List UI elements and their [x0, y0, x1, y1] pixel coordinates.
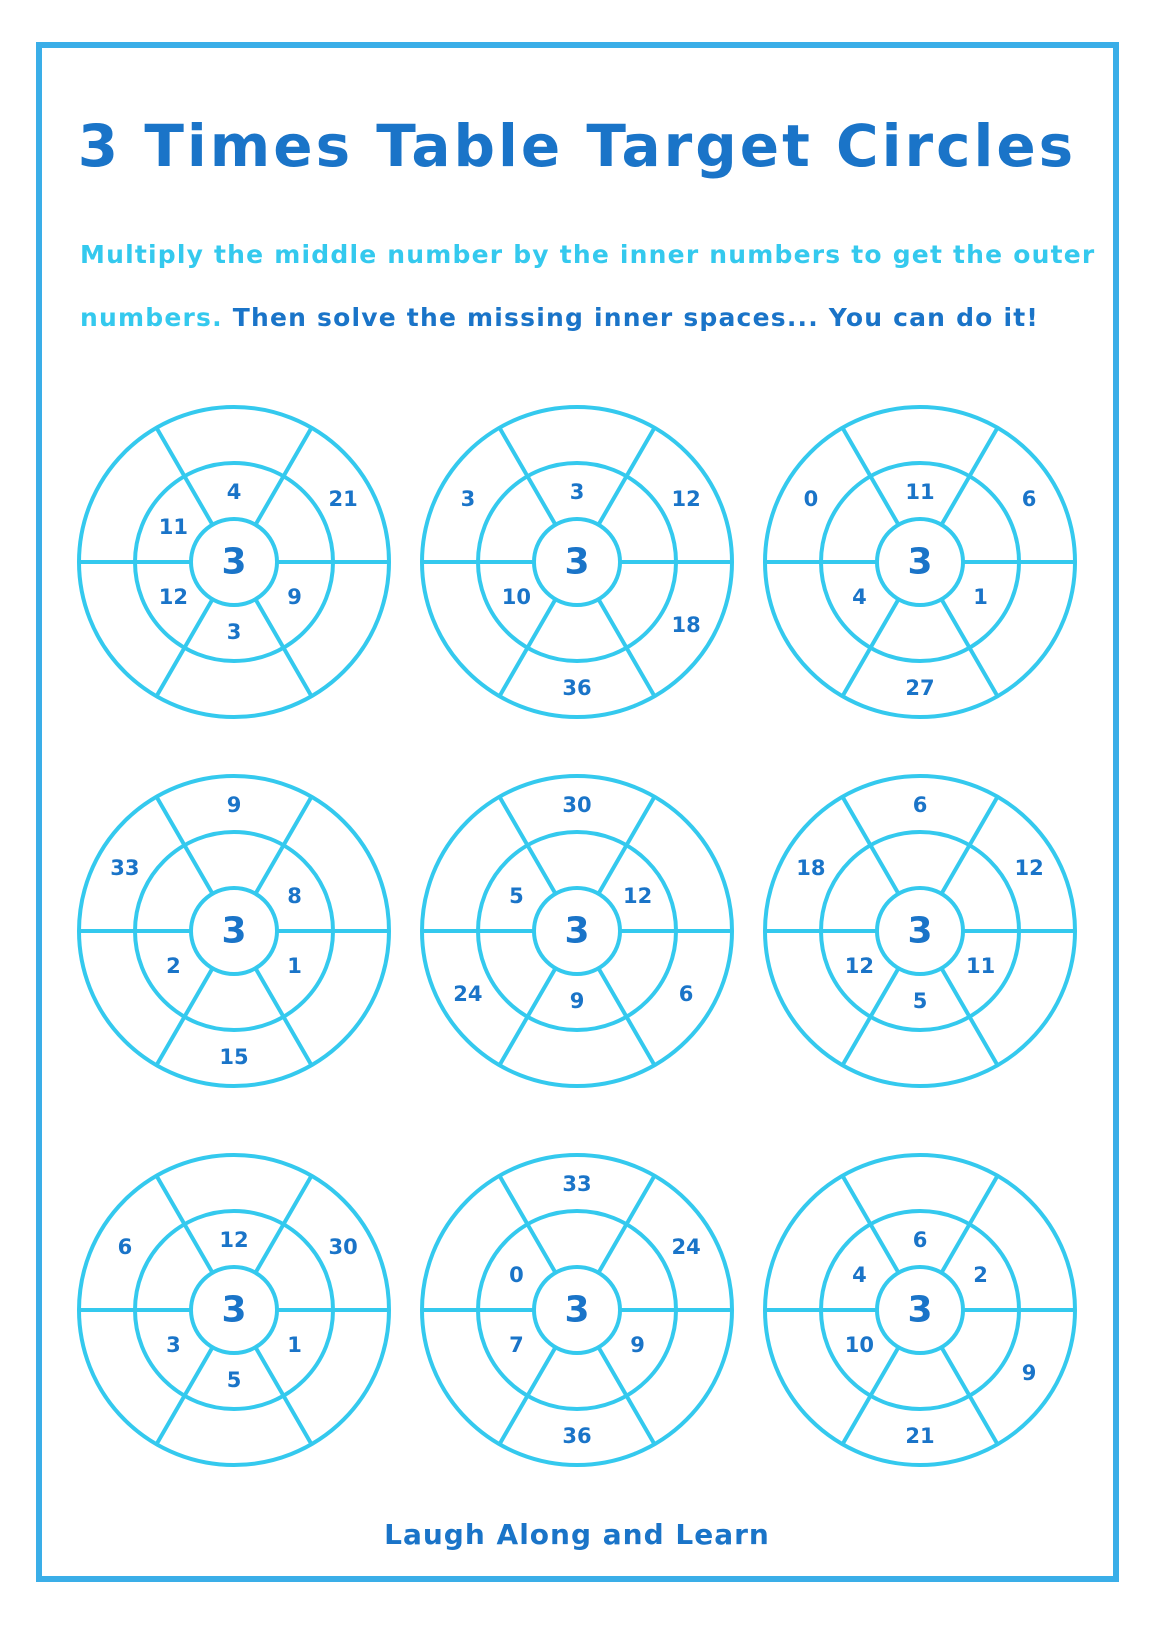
- center-number: 3: [907, 910, 933, 952]
- sector-divider: [942, 797, 998, 894]
- sector-divider: [843, 428, 899, 525]
- outer-number-cell: 27: [905, 676, 935, 700]
- sector-divider: [256, 599, 312, 696]
- outer-number-cell: 30: [328, 1235, 358, 1259]
- instructions-part-2: numbers.: [80, 303, 223, 332]
- inner-number-cell: 12: [219, 1228, 249, 1252]
- outer-number-cell: 0: [803, 487, 819, 511]
- sector-divider: [500, 797, 556, 894]
- inner-number-cell: 12: [844, 954, 874, 978]
- center-number: 3: [564, 541, 590, 583]
- outer-number-cell: 33: [110, 856, 140, 880]
- sector-divider: [599, 428, 655, 525]
- sector-divider: [942, 1347, 998, 1444]
- sector-divider: [157, 797, 213, 894]
- target-circle: [422, 407, 732, 717]
- inner-number-cell: 3: [569, 480, 585, 504]
- outer-number-cell: 18: [796, 856, 826, 880]
- outer-number-cell: 3: [460, 487, 476, 511]
- sector-divider: [942, 968, 998, 1065]
- inner-number-cell: 4: [852, 585, 867, 609]
- sector-divider: [157, 968, 213, 1065]
- inner-number-cell: 1: [287, 1333, 302, 1357]
- inner-number-cell: 4: [226, 480, 242, 504]
- instructions-part-1: Multiply the middle number by the inner numbers to get the outer: [80, 240, 1096, 269]
- outer-number-cell: 24: [453, 982, 483, 1006]
- inner-number-cell: 0: [509, 1263, 524, 1287]
- sector-divider: [843, 968, 899, 1065]
- sector-divider: [599, 599, 655, 696]
- sector-divider: [599, 1176, 655, 1273]
- outer-number-cell: 33: [562, 1172, 592, 1196]
- inner-number-cell: 9: [287, 585, 302, 609]
- instructions-part-3: Then solve the missing inner spaces... You can do it!: [232, 303, 1039, 332]
- sector-divider: [843, 797, 899, 894]
- sector-divider: [942, 1176, 998, 1273]
- sector-divider: [157, 428, 213, 525]
- inner-number-cell: 7: [509, 1333, 524, 1357]
- outer-number-cell: 6: [912, 793, 928, 817]
- inner-number-cell: 1: [287, 954, 302, 978]
- inner-number-cell: 5: [912, 989, 928, 1013]
- worksheet-title: 3 Times Table Target Circles: [77, 112, 1077, 180]
- center-number: 3: [221, 910, 247, 952]
- outer-number-cell: 30: [562, 793, 592, 817]
- inner-number-cell: 11: [966, 954, 996, 978]
- outer-number-cell: 36: [562, 676, 592, 700]
- outer-number-cell: 6: [678, 982, 694, 1006]
- inner-number-cell: 4: [852, 1263, 867, 1287]
- inner-number-cell: 10: [844, 1333, 874, 1357]
- sector-divider: [500, 599, 556, 696]
- target-circle: [79, 1155, 389, 1465]
- outer-number-cell: 9: [1021, 1361, 1037, 1385]
- sector-divider: [256, 797, 312, 894]
- sector-divider: [599, 968, 655, 1065]
- inner-number-cell: 9: [569, 989, 585, 1013]
- sector-divider: [500, 428, 556, 525]
- center-number: 3: [907, 541, 933, 583]
- outer-number-cell: 6: [117, 1235, 133, 1259]
- inner-number-cell: 12: [623, 884, 653, 908]
- sector-divider: [256, 1347, 312, 1444]
- footer-brand: Laugh Along and Learn: [384, 1518, 770, 1551]
- target-circle: [422, 776, 732, 1086]
- inner-number-cell: 2: [166, 954, 181, 978]
- inner-number-cell: 11: [158, 515, 188, 539]
- inner-number-cell: 3: [166, 1333, 181, 1357]
- inner-number-cell: 1: [973, 585, 988, 609]
- sector-divider: [256, 968, 312, 1065]
- inner-number-cell: 5: [509, 884, 524, 908]
- inner-number-cell: 5: [226, 1368, 242, 1392]
- outer-number-cell: 21: [905, 1424, 935, 1448]
- center-number: 3: [564, 1289, 590, 1331]
- sector-divider: [599, 1347, 655, 1444]
- sector-divider: [843, 1176, 899, 1273]
- target-circle: [422, 1155, 732, 1465]
- inner-number-cell: 12: [158, 585, 188, 609]
- target-circle: [79, 776, 389, 1086]
- inner-number-cell: 6: [912, 1228, 928, 1252]
- sector-divider: [500, 1347, 556, 1444]
- target-circle: [765, 1155, 1075, 1465]
- sector-divider: [157, 1347, 213, 1444]
- sector-divider: [599, 797, 655, 894]
- sector-divider: [256, 1176, 312, 1273]
- sector-divider: [942, 599, 998, 696]
- outer-number-cell: 18: [671, 613, 701, 637]
- target-circle: [765, 776, 1075, 1086]
- inner-number-cell: 8: [287, 884, 302, 908]
- sector-divider: [157, 599, 213, 696]
- outer-number-cell: 9: [226, 793, 242, 817]
- sector-divider: [843, 1347, 899, 1444]
- inner-number-cell: 10: [501, 585, 531, 609]
- center-number: 3: [221, 1289, 247, 1331]
- sector-divider: [500, 1176, 556, 1273]
- center-number: 3: [221, 541, 247, 583]
- sector-divider: [843, 599, 899, 696]
- target-circle: [765, 407, 1075, 717]
- sector-divider: [500, 968, 556, 1065]
- outer-number-cell: 21: [328, 487, 358, 511]
- inner-number-cell: 2: [973, 1263, 988, 1287]
- outer-number-cell: 36: [562, 1424, 592, 1448]
- sector-divider: [942, 428, 998, 525]
- outer-number-cell: 24: [671, 1235, 701, 1259]
- sector-divider: [256, 428, 312, 525]
- outer-number-cell: 15: [219, 1045, 249, 1069]
- outer-number-cell: 6: [1021, 487, 1037, 511]
- center-number: 3: [564, 910, 590, 952]
- inner-number-cell: 3: [226, 620, 242, 644]
- sector-divider: [157, 1176, 213, 1273]
- outer-number-cell: 12: [1014, 856, 1044, 880]
- center-number: 3: [907, 1289, 933, 1331]
- inner-number-cell: 9: [630, 1333, 645, 1357]
- outer-number-cell: 12: [671, 487, 701, 511]
- inner-number-cell: 11: [905, 480, 935, 504]
- target-circle: [79, 407, 389, 717]
